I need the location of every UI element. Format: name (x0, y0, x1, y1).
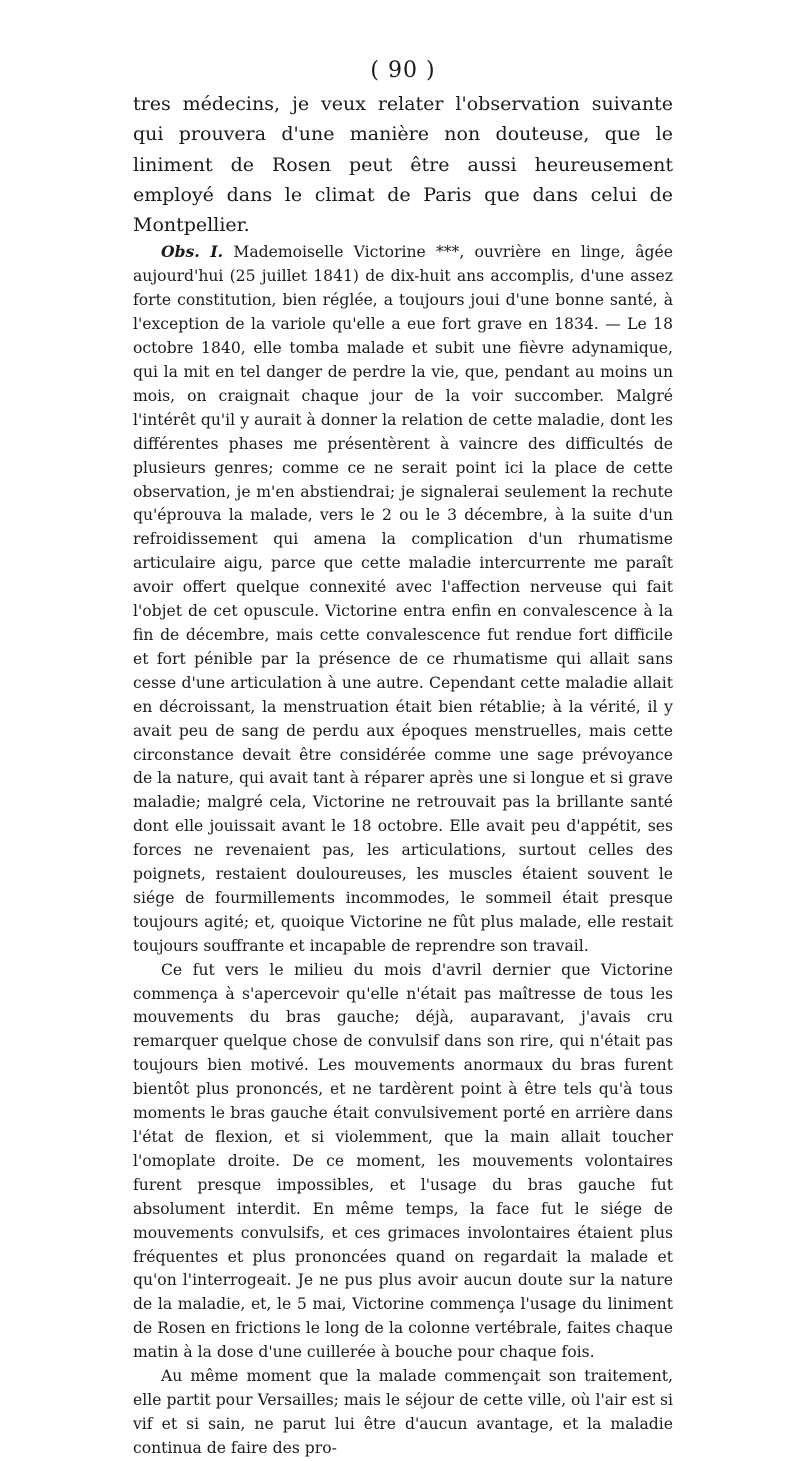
intro-paragraph: tres médecins, je veux relater l'observation suivante qui prouvera d'une manière non douteuse, que le liniment de Rosen peut être aussi heureusement employé dans le climat de Paris que dans celui de Montpellier. (133, 93, 673, 237)
page-number: ( 90 ) (370, 58, 436, 83)
body-paragraph-2: Ce fut vers le milieu du mois d'avril dernier que Victorine commença à s'apercevoir qu'elle n'était pas maîtresse de tous les mouvements du bras gauche; déjà, auparavant, j'avais cru remarquer quelque chose de convulsif dans son rire, qui n'était pas toujours bien motivé. Les mouvements anormaux du bras furent bientôt plus prononcés, et ne tardèrent point à être tels qu'à tous moments le bras gauche était convulsivement porté en arrière dans l'état de flexion, et si violemment, que la main allait toucher l'omoplate droite. De ce moment, les mouvements volontaires furent presque impossibles, et l'usage du bras gauche fut absolument interdit. En même temps, la face fut le siége de mouvements convulsifs, et ces grimaces involontaires étaient plus fréquentes et plus prononcées quand on regardait la malade et qu'on l'interrogeait. Je ne pus plus avoir aucun doute sur la nature de la maladie, et, le 5 mai, Victorine commença l'usage du liniment de Rosen en frictions le long de la colonne vertébrale, faites chaque matin à la dose d'une cuillerée à bouche pour chaque fois. (133, 960, 673, 1362)
body-paragraph-3: Au même moment que la malade commençait son traitement, elle partit pour Versailles; mais le séjour de cette ville, où l'air est si vif et si sain, ne parut lui être d'aucun avantage, et la maladie continua de faire des pro- (133, 1367, 673, 1457)
observation-label: Obs. I. (161, 242, 224, 262)
observation-paragraph (133, 240, 673, 958)
observation-text: Mademoiselle Victorine ***, ouvrière en linge, âgée aujourd'hui (25 juillet 1841) de dix-huit ans accomplis, d'une assez forte constitution, bien réglée, a toujours joui d'une bonne santé, à l'exception de la variole qu'elle a eue fort grave en 1834. — Le 18 octobre 1840, elle tomba malade et subit une fièvre adynamique, qui la mit en tel danger de perdre la vie, que, pendant au moins un mois, on craignait chaque jour de la voir succomber. Malgré l'intérêt qu'il y aurait à donner la relation de cette maladie, dont les différentes phases me présentèrent à vaincre des difficultés de plusieurs genres; comme ce ne serait point ici la place de cette observation, je m'en abstiendrai; je signalerai seulement la rechute qu'éprouva la malade, vers le 2 ou le 3 décembre, à la suite d'un refroidissement qui amena la complication d'un rhumatisme articulaire aigu, parce que cette maladie intercurrente me paraît avoir offert quelque connexité avec l'affection nerveuse qui fait l'objet de cet opuscule. Victorine entra enfin en convalescence à la fin de décembre, mais cette convalescence fut rendue fort difficile et fort pénible par la présence de ce rhumatisme qui allait sans cesse d'une articulation à une autre. Cependant cette maladie allait en décroissant, la menstruation était bien rétablie; à la vérité, il y avait peu de sang de perdu aux époques menstruelles, mais cette circonstance devait être considérée comme une sage prévoyance de la nature, qui avait tant à réparer après une si longue et si grave maladie; malgré cela, Victorine ne retrouvait pas la brillante santé dont elle jouissait avant le 18 octobre. Elle avait peu d'appétit, ses forces ne revenaient pas, les articulations, surtout celles des poignets, restaient douloureuses, les muscles étaient souvent le siége de fourmillements incommodes, le sommeil était presque toujours agité; et, quoique Victorine ne fût plus malade, elle restait toujours souffrante et incapable de reprendre son travail. (133, 243, 673, 955)
